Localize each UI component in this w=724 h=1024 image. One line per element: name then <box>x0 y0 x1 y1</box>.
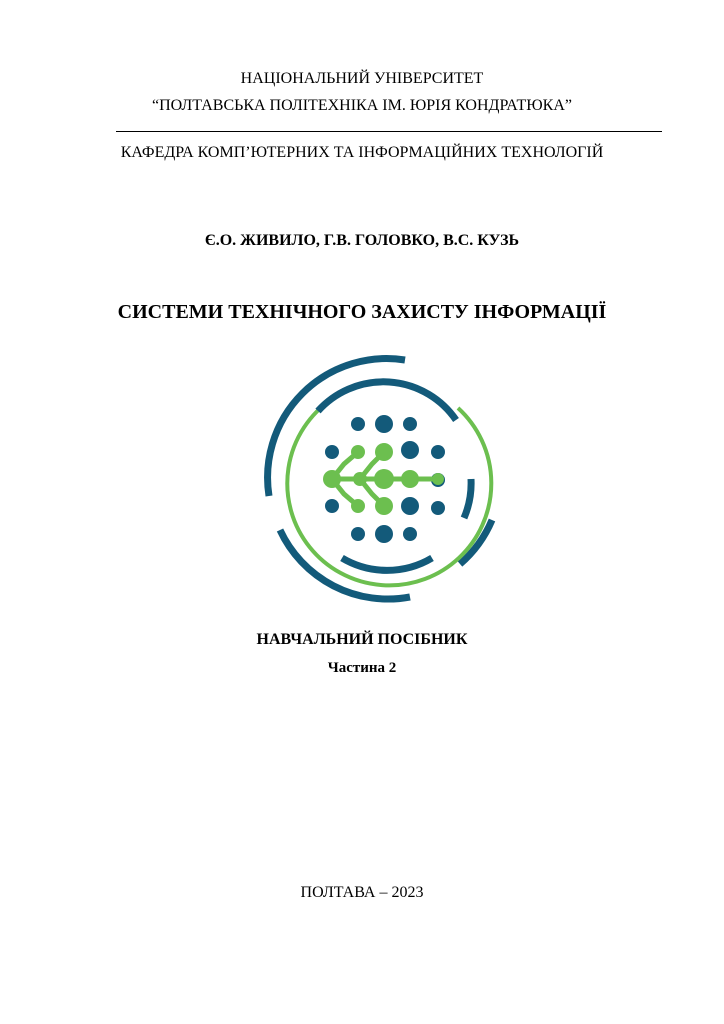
authors: Є.О. ЖИВИЛО, Г.В. ГОЛОВКО, В.С. КУЗЬ <box>204 232 520 249</box>
document-type: НАВЧАЛЬНИЙ ПОСІБНИК <box>256 631 468 648</box>
city-year: ПОЛТАВА – 2023 <box>300 884 424 901</box>
book-title: СИСТЕМИ ТЕХНІЧНОГО ЗАХИСТУ ІНФОРМАЦІЇ <box>117 301 607 323</box>
department-name: КАФЕДРА КОМП’ЮТЕРНИХ ТА ІНФОРМАЦІЙНИХ ТЕХНОЛОГІЙ <box>120 144 604 161</box>
university-name-line1: НАЦІОНАЛЬНИЙ УНІВЕРСИТЕТ <box>240 70 484 87</box>
tech-circuit-logo-icon <box>260 348 508 610</box>
header-divider <box>116 131 662 132</box>
university-name-line2: “ПОЛТАВСЬКА ПОЛІТЕХНІКА ІМ. ЮРІЯ КОНДРАТЮКА” <box>152 97 572 114</box>
part-number: Частина 2 <box>327 660 397 676</box>
